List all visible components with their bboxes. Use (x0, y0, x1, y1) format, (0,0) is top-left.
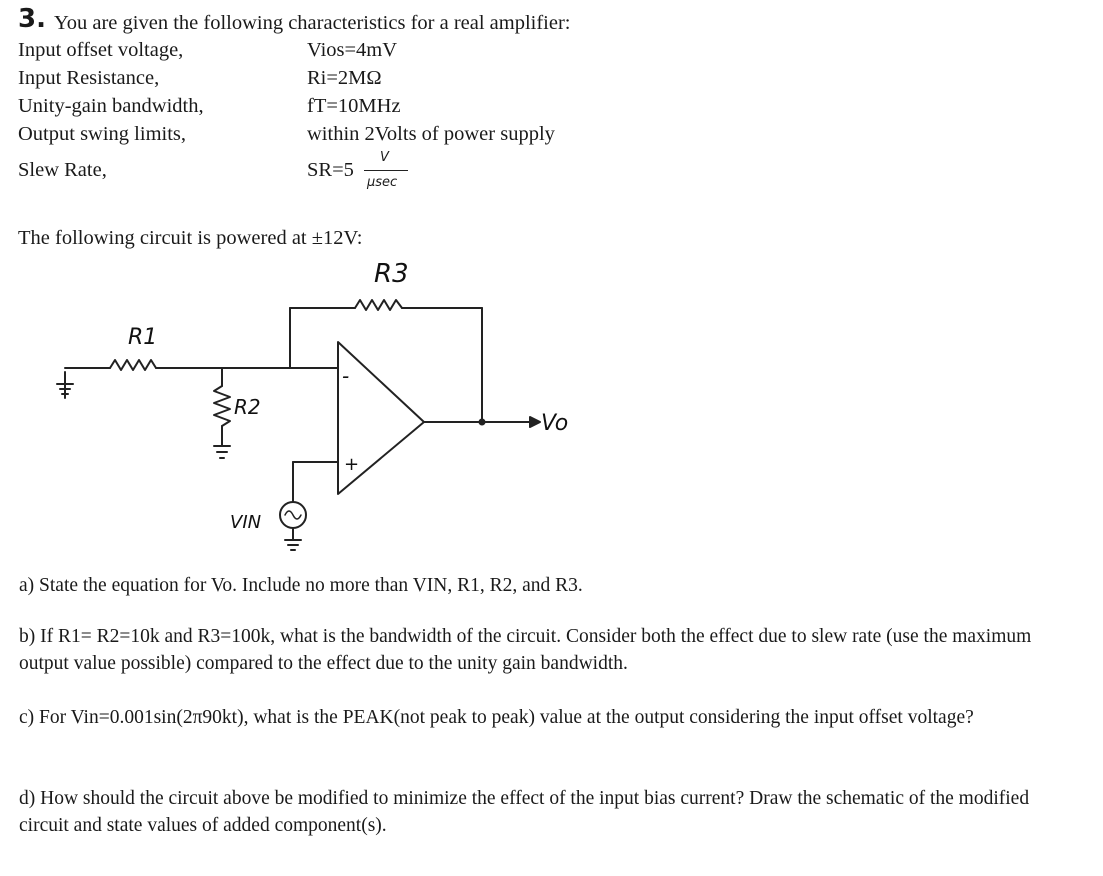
char-label-resistance: Input Resistance, (18, 67, 160, 89)
slew-fraction-bar (364, 170, 408, 171)
circuit-schematic (40, 250, 600, 570)
char-label-slew: Slew Rate, (18, 159, 107, 181)
part-b: b) If R1= R2=10k and R3=100k, what is the bandwidth of the circuit. Consider both the effect due to slew rate (use the maximum output value possible) compared to the effect due to the unity gain bandwidth. (19, 626, 1032, 674)
part-a: a) State the equation for Vo. Include no more than VIN, R1, R2, and R3. (19, 575, 583, 596)
label-minus: - (342, 364, 350, 388)
char-value-bandwidth: fT=10MHz (307, 95, 401, 117)
resistor-r2 (214, 386, 230, 426)
char-value-offset: Vios=4mV (307, 39, 398, 61)
ground-symbol-left (57, 372, 73, 398)
question-intro: You are given the following characteristics for a real amplifier: (54, 12, 571, 34)
label-vo: Vo (541, 411, 569, 436)
vin-sine-wave (285, 511, 301, 519)
ground-symbol-r2 (214, 446, 230, 458)
part-c: c) For Vin=0.001sin(2π90kt), what is the PEAK(not peak to peak) value at the output considering the input offset voltage? (19, 707, 974, 728)
resistor-r1 (110, 360, 156, 370)
part-d: d) How should the circuit above be modified to minimize the effect of the input bias current? Draw the schematic of the modified circuit and state values of added component(s). (19, 788, 1030, 836)
char-label-bandwidth: Unity-gain bandwidth, (18, 95, 204, 117)
output-arrow (530, 417, 540, 427)
char-label-swing: Output swing limits, (18, 123, 187, 145)
output-node (480, 420, 485, 425)
label-plus: + (344, 454, 360, 475)
ground-symbol-source (285, 540, 301, 550)
label-r3: R3 (374, 259, 409, 289)
char-value-slew: SR=5 (307, 159, 354, 181)
char-label-offset: Input offset voltage, (18, 39, 184, 61)
question-number: 3. (18, 4, 46, 34)
label-r2: R2 (234, 395, 261, 419)
label-vin: VIN (230, 512, 262, 533)
resistor-r3 (355, 300, 402, 310)
slew-fraction-numerator: V (380, 150, 389, 165)
char-value-resistance: Ri=2MΩ (307, 67, 382, 89)
label-r1: R1 (128, 325, 158, 350)
powered-statement: The following circuit is powered at ±12V: (18, 227, 363, 249)
slew-fraction-denominator: μsec (367, 175, 398, 190)
char-value-swing: within 2Volts of power supply (307, 123, 555, 145)
